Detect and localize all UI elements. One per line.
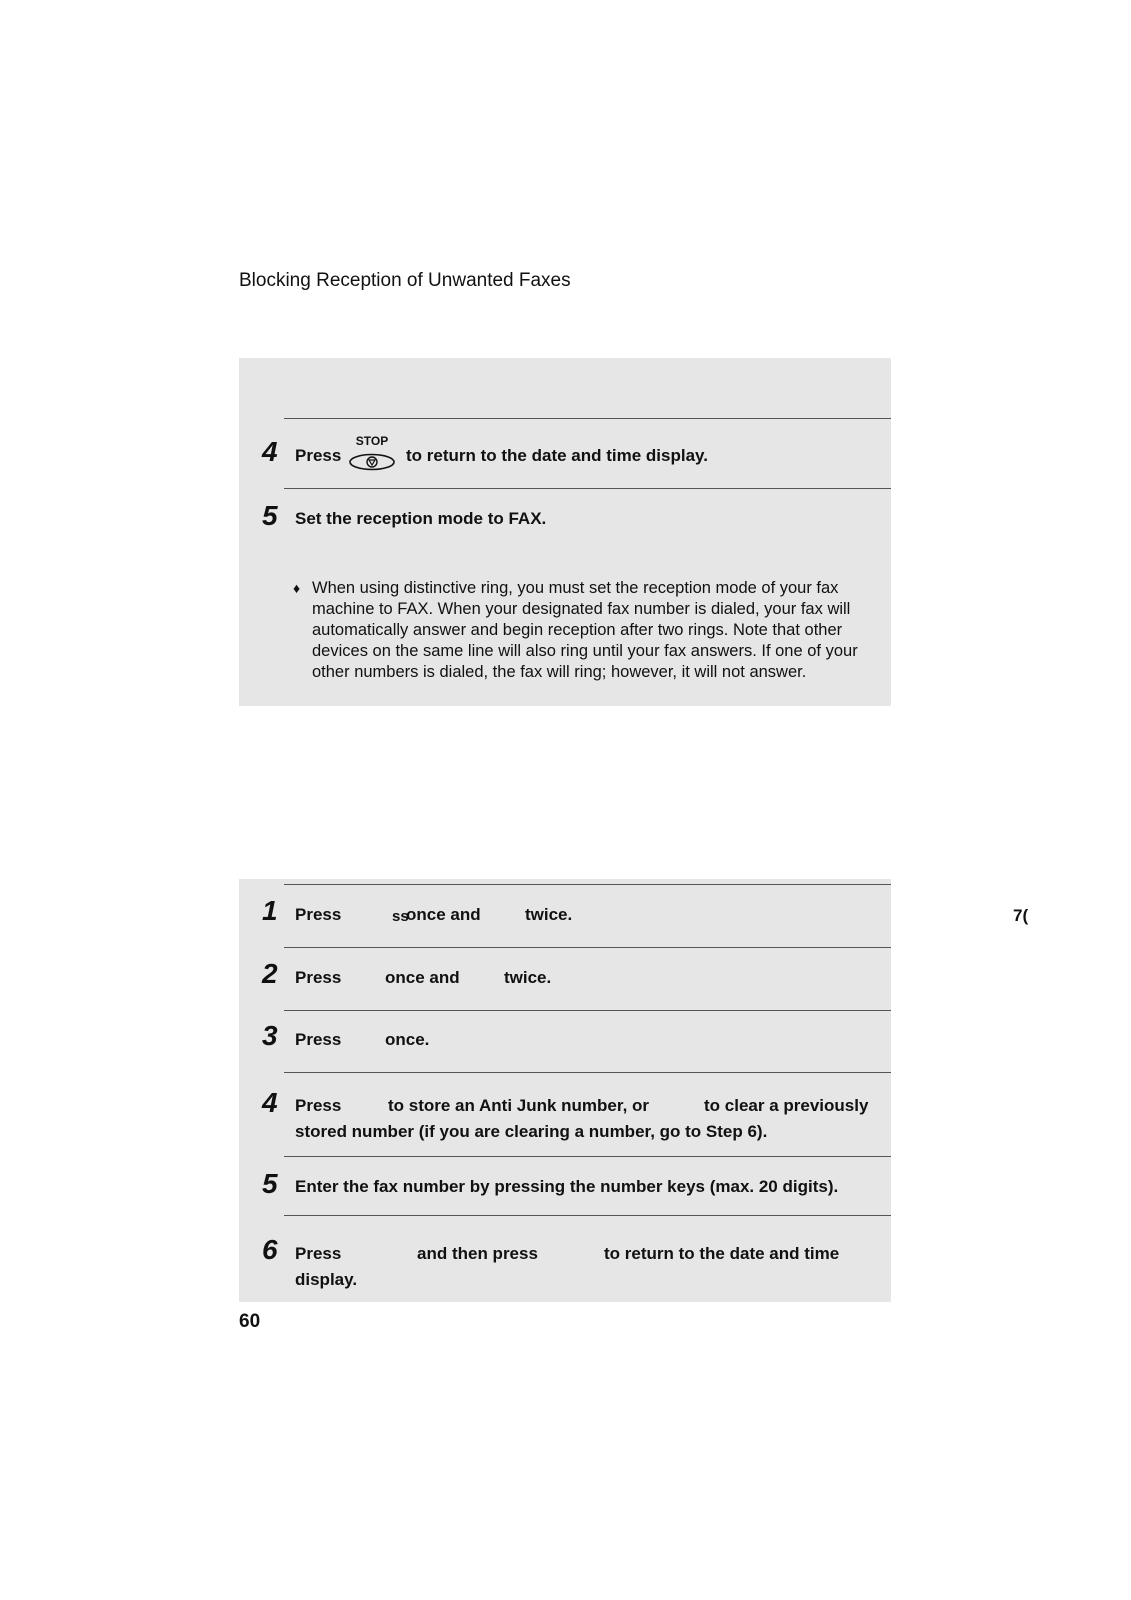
note-text: When using distinctive ring, you must set the reception mode of your fax machine to FAX. When your designated fax number is dialed, your fax will automatically answer and begin reception after two rings. Note that other devices on the same line will also ring until your fax answers. If one of your other numbers is dialed, the fax will ring; however, it will not answer. — [312, 579, 858, 681]
step-number: 5 — [262, 1168, 278, 1199]
step-text: to return to the date and time — [604, 1244, 840, 1263]
divider — [284, 1215, 891, 1216]
step-text: Press — [295, 1244, 342, 1263]
step-text: once. — [385, 1030, 430, 1049]
step-text: once and — [406, 905, 481, 924]
step-text: Set the reception mode to FAX. — [295, 509, 547, 528]
step-text: twice. — [525, 905, 573, 924]
step-number: 4 — [262, 436, 278, 467]
step-text: Press — [295, 968, 342, 987]
step-text: twice. — [504, 968, 552, 987]
step-number: 2 — [262, 958, 278, 989]
step-text: to return to the date and time display. — [406, 446, 708, 465]
step-number: 4 — [262, 1087, 278, 1118]
step-text: Enter the fax number by pressing the number keys (max. 20 digits). — [295, 1177, 839, 1196]
step-text: Press — [295, 905, 342, 924]
step-text: stored number (if you are clearing a number, go to Step 6). — [295, 1122, 768, 1141]
step-number: 1 — [262, 895, 278, 926]
divider — [284, 884, 891, 885]
stop-key — [348, 435, 396, 471]
step-text: Press — [295, 1096, 342, 1115]
divider — [284, 1156, 891, 1157]
step-text: Press — [295, 446, 342, 465]
instruction-panel-bottom — [239, 879, 891, 1302]
step-text: display. — [295, 1270, 358, 1289]
step-number: 3 — [262, 1020, 278, 1051]
divider — [284, 1010, 891, 1011]
stop-key-label: STOP — [355, 434, 389, 448]
section-title: Blocking Reception of Unwanted Faxes — [239, 270, 571, 291]
step-text: to clear a previously — [704, 1096, 869, 1115]
step-text: once and — [385, 968, 460, 987]
side-mark: 7( — [1013, 906, 1029, 925]
step-text: and then press — [417, 1244, 538, 1263]
step-text: Press — [295, 1030, 342, 1049]
step-number: 5 — [262, 500, 278, 531]
step-number: 6 — [262, 1234, 278, 1265]
divider — [284, 488, 891, 489]
stop-icon — [348, 435, 396, 471]
step-text: to store an Anti Junk number, or — [388, 1096, 650, 1115]
page-number: 60 — [239, 1311, 261, 1332]
divider — [284, 418, 891, 419]
divider — [284, 947, 891, 948]
divider — [284, 1072, 891, 1073]
step-text-fragment: ss — [392, 908, 409, 925]
bullet-diamond-icon: ♦ — [293, 580, 301, 596]
